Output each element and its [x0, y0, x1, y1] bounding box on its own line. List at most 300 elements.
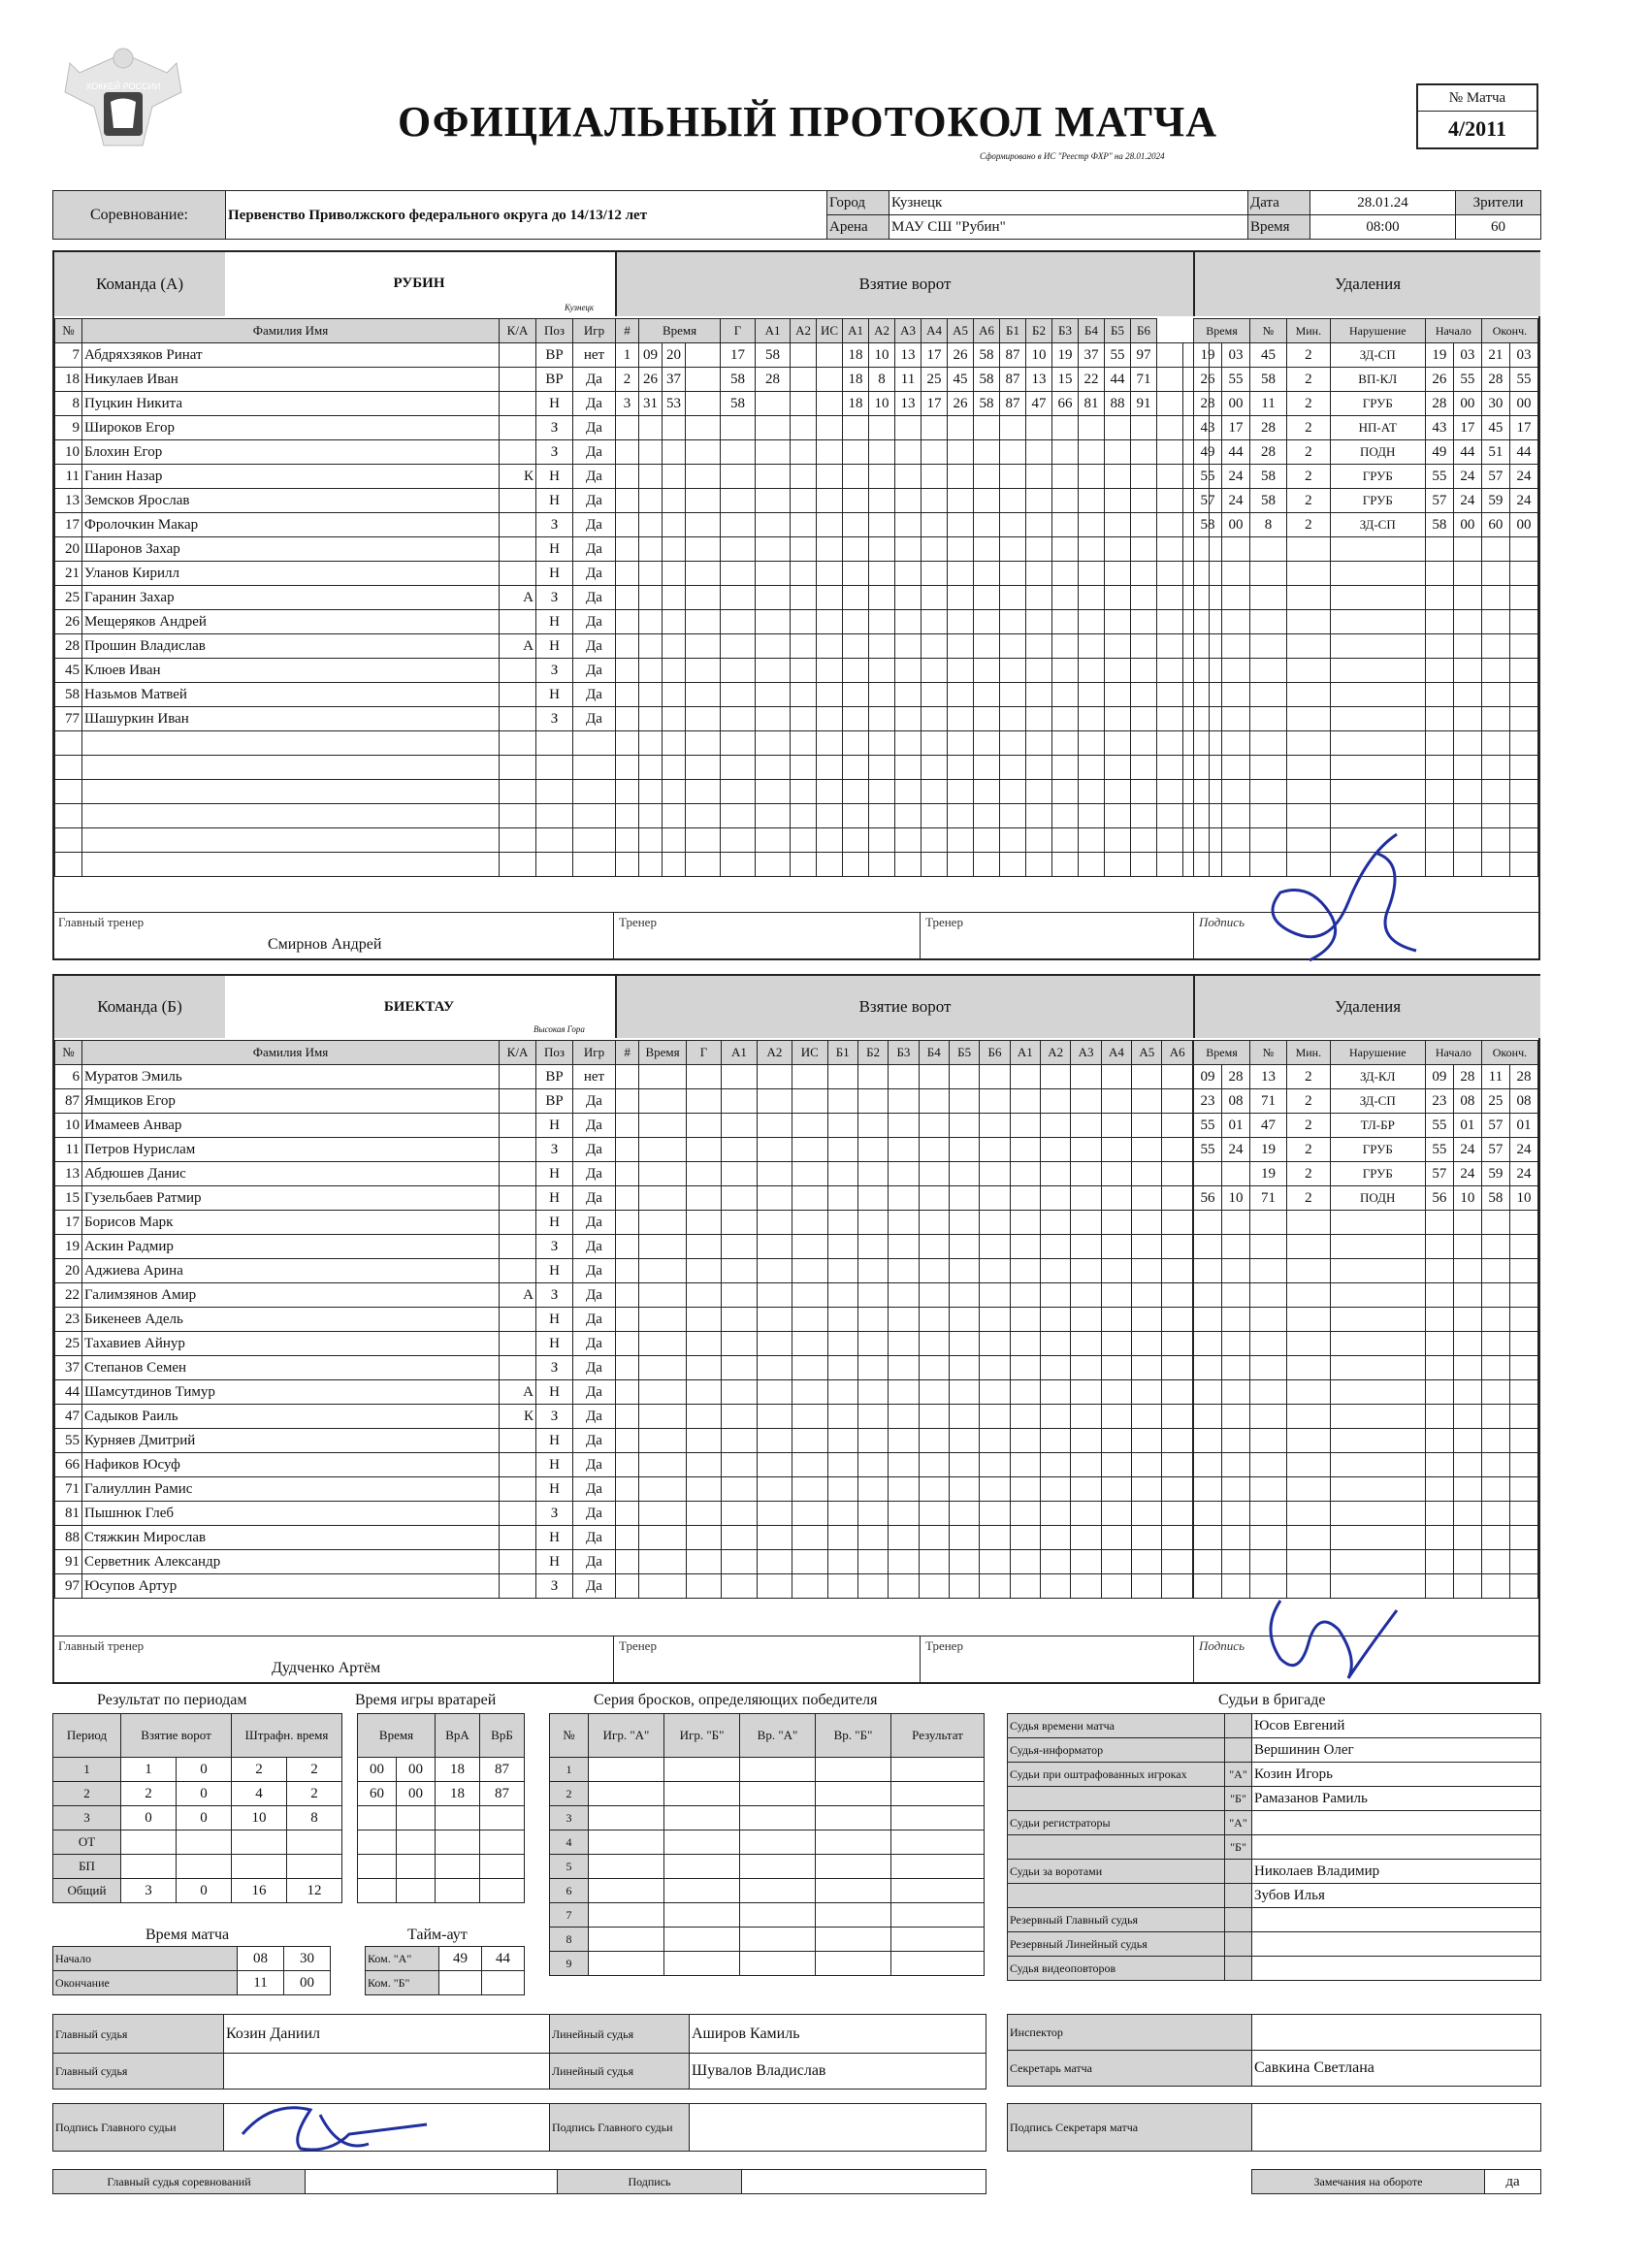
team-b-roster-col-4: Игр	[573, 1041, 616, 1065]
goal-cell	[721, 659, 756, 683]
goal-cell	[1052, 804, 1079, 828]
team-b-penalties-header: Удаления	[1193, 976, 1540, 1038]
penalty-cell	[1481, 634, 1509, 659]
penalty-cell	[1222, 1574, 1250, 1599]
penalty-cell: 2	[1287, 465, 1331, 489]
penalty-cell	[1330, 1502, 1425, 1526]
penalty-cell	[1509, 1502, 1537, 1526]
penalty-cell	[1330, 1283, 1425, 1308]
roster-pos: Н	[536, 634, 573, 659]
goal-cell	[639, 756, 663, 780]
penalty-cell: 55	[1194, 1138, 1222, 1162]
goal-cell	[922, 489, 948, 513]
goal-cell	[1132, 1138, 1162, 1162]
penalty-cell	[1287, 707, 1331, 731]
team-b-city: Высокая Гора	[534, 1024, 585, 1034]
goal-cell	[721, 513, 756, 537]
goalie-cell: 00	[397, 1758, 436, 1782]
roster-name: Тахавиев Айнур	[82, 1332, 500, 1356]
goal-cell	[756, 804, 791, 828]
goal-cell	[1071, 1380, 1101, 1405]
penalty-cell	[1194, 1356, 1222, 1380]
table-row	[55, 1308, 616, 1332]
goalie-cell	[358, 1879, 397, 1903]
goal-cell	[1026, 780, 1052, 804]
penalty-cell	[1481, 562, 1509, 586]
goal-cell	[889, 1453, 919, 1477]
team-a-pen-col-4: Начало	[1425, 319, 1481, 343]
penalty-cell	[1509, 1283, 1537, 1308]
goal-cell	[1079, 562, 1105, 586]
goal-cell	[639, 731, 663, 756]
goal-cell	[756, 683, 791, 707]
goal-cell	[843, 804, 869, 828]
team-a-goal-col-11: А6	[974, 319, 1000, 343]
goal-cell	[889, 1186, 919, 1211]
goal-cell	[792, 1429, 827, 1453]
goal-cell	[616, 1138, 639, 1162]
goal-cell	[980, 1308, 1010, 1332]
shootout-title: Серия бросков, определяющих победителя	[594, 1692, 878, 1708]
team-b-goals-header: Взятие ворот	[615, 976, 1193, 1038]
penalty-cell	[1330, 610, 1425, 634]
goal-cell	[869, 416, 895, 440]
match-time-table	[52, 1946, 331, 1995]
table-row	[1194, 731, 1538, 756]
table-row	[358, 1758, 525, 1782]
goal-cell	[616, 634, 639, 659]
goal-cell	[1041, 1211, 1071, 1235]
goal-cell	[974, 731, 1000, 756]
goal-cell	[792, 1138, 827, 1162]
team-b-pen-col-2: Мин.	[1287, 1041, 1331, 1065]
goal-cell	[1010, 1526, 1040, 1550]
goalie-cell	[358, 1806, 397, 1831]
goal-cell	[922, 440, 948, 465]
team-a-penalties-table	[1193, 318, 1538, 877]
team-b-goal-col-9: Б4	[919, 1041, 949, 1065]
goal-cell	[616, 804, 639, 828]
goal-cell	[857, 1114, 888, 1138]
table-row	[55, 1259, 616, 1283]
goal-cell	[857, 1477, 888, 1502]
table-row	[616, 1526, 1193, 1550]
table-row	[1194, 780, 1538, 804]
goal-cell	[827, 1502, 857, 1526]
goal-cell	[1000, 804, 1026, 828]
goal-cell	[895, 465, 922, 489]
goal-cell	[791, 853, 817, 877]
goal-cell	[1041, 1065, 1071, 1089]
goal-cell	[616, 1380, 639, 1405]
period-cell: 16	[232, 1879, 287, 1903]
goal-cell	[1041, 1477, 1071, 1502]
goal-cell	[757, 1259, 792, 1283]
goal-cell	[686, 1114, 721, 1138]
penalty-cell: 24	[1509, 1138, 1537, 1162]
roster-pos: З	[536, 1235, 573, 1259]
table-row	[550, 1806, 985, 1831]
table-row	[1194, 537, 1538, 562]
penalty-cell	[1287, 1429, 1331, 1453]
goal-cell	[843, 756, 869, 780]
penalty-cell	[1330, 659, 1425, 683]
penalty-cell	[1425, 1453, 1453, 1477]
period-cell: 3	[121, 1879, 177, 1903]
goal-cell	[663, 634, 686, 659]
goal-cell	[1052, 828, 1079, 853]
penalty-cell	[1222, 586, 1250, 610]
penalty-cell	[1250, 1211, 1287, 1235]
roster-play: Да	[573, 1211, 616, 1235]
goal-cell	[1052, 780, 1079, 804]
goal-cell	[1162, 1477, 1193, 1502]
referee-name: Рамазанов Рамиль	[1252, 1787, 1541, 1811]
roster-pos: ВР	[536, 343, 573, 368]
penalty-cell	[1509, 1259, 1537, 1283]
goal-cell	[756, 562, 791, 586]
goal-cell	[792, 1162, 827, 1186]
goal-cell	[889, 1550, 919, 1574]
goal-cell	[1052, 683, 1079, 707]
roster-pos: Н	[536, 1477, 573, 1502]
goal-cell	[1162, 1211, 1193, 1235]
table-row	[550, 1879, 985, 1903]
goal-cell	[639, 1526, 687, 1550]
goal-cell	[817, 610, 843, 634]
roster-name: Степанов Семен	[82, 1356, 500, 1380]
penalty-cell: 57	[1481, 465, 1509, 489]
goal-cell	[1000, 828, 1026, 853]
referee-side: "Б"	[1225, 1787, 1252, 1811]
roster-ka	[500, 1211, 536, 1235]
penalty-cell: 00	[1222, 392, 1250, 416]
goal-cell	[686, 707, 721, 731]
goal-cell	[1101, 1380, 1131, 1405]
goal-cell	[1026, 683, 1052, 707]
roster-play: Да	[573, 1235, 616, 1259]
period-cell: 1	[121, 1758, 177, 1782]
goal-cell	[974, 804, 1000, 828]
goal-cell	[616, 465, 639, 489]
penalty-cell: 55	[1509, 368, 1537, 392]
penalty-cell	[1453, 634, 1481, 659]
referee-name	[1252, 1835, 1541, 1860]
roster-no: 25	[55, 586, 82, 610]
penalty-cell	[1481, 1526, 1509, 1550]
roster-ka	[500, 853, 536, 877]
goal-cell	[663, 513, 686, 537]
goalie-cell	[480, 1806, 525, 1831]
roster-ka	[500, 1356, 536, 1380]
goalie-cell: 00	[358, 1758, 397, 1782]
period-cell: 10	[232, 1806, 287, 1831]
goal-cell	[1132, 1259, 1162, 1283]
team-a-name: РУБИН	[393, 275, 445, 291]
goal-cell	[639, 1429, 687, 1453]
referee-role: Судьи за воротами	[1008, 1860, 1225, 1884]
penalty-cell	[1481, 780, 1509, 804]
line-ref-1: Аширов Камиль	[690, 2015, 986, 2054]
shootout-col-0: №	[550, 1714, 589, 1758]
penalty-cell	[1453, 1380, 1481, 1405]
goal-cell	[974, 465, 1000, 489]
team-a-pen-col-2: Мин.	[1287, 319, 1331, 343]
protocol-title: ОФИЦИАЛЬНЫЙ ПРОТОКОЛ МАТЧА	[398, 98, 1218, 146]
penalty-cell: 44	[1222, 440, 1250, 465]
goal-cell	[1010, 1574, 1040, 1599]
penalty-cell: 56	[1425, 1186, 1453, 1211]
goal-cell	[1162, 1065, 1193, 1089]
goal-cell	[843, 659, 869, 683]
team-a-goal-col-8: А3	[895, 319, 922, 343]
penalty-cell	[1509, 1332, 1537, 1356]
goal-cell	[869, 586, 895, 610]
goal-cell	[869, 731, 895, 756]
goal-cell	[1010, 1356, 1040, 1380]
goal-cell	[1010, 1405, 1040, 1429]
goal-cell	[639, 1356, 687, 1380]
goal-cell	[616, 707, 639, 731]
goal-cell	[1157, 683, 1183, 707]
penalty-cell: 24	[1222, 1138, 1250, 1162]
goal-cell	[843, 513, 869, 537]
goal-cell	[857, 1356, 888, 1380]
goal-cell	[1105, 659, 1131, 683]
goal-cell	[663, 707, 686, 731]
roster-name: Ямщиков Егор	[82, 1089, 500, 1114]
penalty-cell	[1425, 1211, 1453, 1235]
goal-cell	[616, 1259, 639, 1283]
table-row	[55, 1502, 616, 1526]
goal-cell	[616, 1162, 639, 1186]
penalty-cell: 28	[1250, 440, 1287, 465]
goal-cell	[616, 1283, 639, 1308]
penalty-cell	[1194, 853, 1222, 877]
goal-cell	[857, 1283, 888, 1308]
goal-cell	[919, 1211, 949, 1235]
goal-cell	[757, 1235, 792, 1259]
penalty-cell: 24	[1222, 465, 1250, 489]
goalie-cell	[480, 1831, 525, 1855]
table-row	[55, 513, 616, 537]
team-b-goal-col-1: Время	[639, 1041, 687, 1065]
penalty-cell: 58	[1425, 513, 1453, 537]
roster-no: 20	[55, 537, 82, 562]
penalty-cell	[1330, 683, 1425, 707]
penalty-cell	[1509, 659, 1537, 683]
time-label: Время	[1248, 215, 1310, 240]
penalty-cell: 55	[1194, 1114, 1222, 1138]
goal-cell	[895, 634, 922, 659]
goal-cell	[686, 756, 721, 780]
goal-cell	[686, 634, 721, 659]
goal-cell	[857, 1211, 888, 1235]
goal-cell	[949, 1259, 979, 1283]
period-cell	[121, 1855, 177, 1879]
goal-cell	[757, 1502, 792, 1526]
roster-name: Гузельбаев Ратмир	[82, 1186, 500, 1211]
periods-table	[52, 1713, 342, 1903]
penalty-cell	[1250, 1429, 1287, 1453]
roster-ka	[500, 731, 536, 756]
roster-name: Прошин Владислав	[82, 634, 500, 659]
goal-cell	[756, 659, 791, 683]
penalty-cell: 2	[1287, 1089, 1331, 1114]
roster-no: 7	[55, 343, 82, 368]
goal-cell	[639, 513, 663, 537]
goal-cell	[616, 562, 639, 586]
table-row	[550, 1855, 985, 1879]
penalty-cell	[1222, 756, 1250, 780]
roster-play: Да	[573, 489, 616, 513]
goal-cell	[919, 1065, 949, 1089]
goal-cell	[980, 1138, 1010, 1162]
table-row	[550, 1928, 985, 1952]
penalty-cell: ПОДН	[1330, 1186, 1425, 1211]
shootout-cell	[664, 1806, 740, 1831]
roster-play	[573, 853, 616, 877]
goal-cell	[922, 610, 948, 634]
goal-cell	[639, 1089, 687, 1114]
roster-ka	[500, 1502, 536, 1526]
table-row	[1194, 1211, 1538, 1235]
goal-cell: 53	[663, 392, 686, 416]
penalty-cell	[1287, 1235, 1331, 1259]
goal-cell	[721, 586, 756, 610]
goal-cell: 20	[663, 343, 686, 368]
goal-cell	[1052, 756, 1079, 780]
goal-cell	[686, 828, 721, 853]
goal-cell	[721, 610, 756, 634]
team-a-goal-col-0: #	[616, 319, 639, 343]
roster-play: Да	[573, 1186, 616, 1211]
goal-cell	[1162, 1502, 1193, 1526]
roster-no: 17	[55, 513, 82, 537]
shootout-no: 3	[550, 1806, 589, 1831]
goal-cell: 58	[721, 392, 756, 416]
team-b-coach2-label: Тренер	[925, 1638, 963, 1653]
goal-cell	[869, 828, 895, 853]
roster-ka	[500, 1332, 536, 1356]
goal-cell	[843, 562, 869, 586]
penalty-cell: 30	[1481, 392, 1509, 416]
penalty-cell: 45	[1481, 416, 1509, 440]
goal-cell	[1000, 489, 1026, 513]
goal-cell	[869, 489, 895, 513]
penalty-cell	[1425, 659, 1453, 683]
penalty-cell	[1287, 659, 1331, 683]
table-row	[358, 1806, 525, 1831]
table-row	[616, 1453, 1193, 1477]
roster-play: Да	[573, 1332, 616, 1356]
roster-ka: К	[500, 1405, 536, 1429]
table-row	[1008, 1714, 1541, 1738]
roster-ka	[500, 1089, 536, 1114]
goal-cell	[1000, 707, 1026, 731]
goal-cell	[974, 489, 1000, 513]
goal-cell	[791, 513, 817, 537]
team-a-goal-col-17: Б6	[1131, 319, 1157, 343]
goal-cell	[1052, 659, 1079, 683]
goal-cell	[1010, 1308, 1040, 1332]
penalty-cell	[1194, 1211, 1222, 1235]
roster-pos: Н	[536, 392, 573, 416]
goal-cell	[980, 1211, 1010, 1235]
roster-no: 13	[55, 489, 82, 513]
table-row	[1008, 1835, 1541, 1860]
penalty-cell: 28	[1481, 368, 1509, 392]
goal-cell	[1026, 707, 1052, 731]
goal-cell	[980, 1502, 1010, 1526]
goal-cell	[1071, 1526, 1101, 1550]
main-ref-label-1: Главный судья	[53, 2015, 224, 2054]
penalty-cell	[1509, 634, 1537, 659]
inspector-value	[1252, 2015, 1541, 2051]
roster-name: Пышнюк Глеб	[82, 1502, 500, 1526]
penalty-cell	[1330, 1308, 1425, 1332]
goal-cell	[817, 562, 843, 586]
goal-cell	[686, 392, 721, 416]
goal-cell	[639, 707, 663, 731]
roster-play: Да	[573, 1574, 616, 1599]
penalty-cell	[1481, 1356, 1509, 1380]
roster-name: Гаранин Захар	[82, 586, 500, 610]
goal-cell	[817, 392, 843, 416]
penalty-cell: 19	[1194, 343, 1222, 368]
penalty-cell	[1330, 731, 1425, 756]
penalty-cell: 55	[1425, 1114, 1453, 1138]
penalty-cell: 09	[1194, 1065, 1222, 1089]
table-row	[55, 1138, 616, 1162]
table-row	[616, 1429, 1193, 1453]
goal-cell	[948, 586, 974, 610]
goal-cell	[616, 1211, 639, 1235]
goal-cell	[686, 562, 721, 586]
table-row	[550, 1903, 985, 1928]
penalty-cell	[1453, 610, 1481, 634]
team-b-goal-col-11: Б6	[980, 1041, 1010, 1065]
goal-cell	[922, 513, 948, 537]
shootout-cell	[816, 1758, 891, 1782]
goal-cell	[1162, 1308, 1193, 1332]
goal-cell	[639, 828, 663, 853]
goal-cell	[722, 1211, 757, 1235]
penalty-cell: 26	[1194, 368, 1222, 392]
goal-cell	[792, 1332, 827, 1356]
goal-cell	[889, 1574, 919, 1599]
penalty-cell	[1194, 828, 1222, 853]
roster-play: Да	[573, 610, 616, 634]
penalty-cell	[1250, 1380, 1287, 1405]
goal-cell	[686, 1065, 721, 1089]
goal-cell	[1131, 465, 1157, 489]
goal-cell	[1000, 562, 1026, 586]
penalty-cell	[1222, 853, 1250, 877]
goal-cell	[948, 731, 974, 756]
penalty-cell	[1194, 756, 1222, 780]
goal-cell	[1157, 513, 1183, 537]
referee-side: "А"	[1225, 1763, 1252, 1787]
goal-cell	[1157, 780, 1183, 804]
referee-side	[1225, 1884, 1252, 1908]
table-row	[616, 1332, 1193, 1356]
table-row	[1194, 1429, 1538, 1453]
goal-cell	[827, 1259, 857, 1283]
goal-cell	[1071, 1138, 1101, 1162]
goal-cell	[949, 1526, 979, 1550]
goal-cell	[686, 731, 721, 756]
